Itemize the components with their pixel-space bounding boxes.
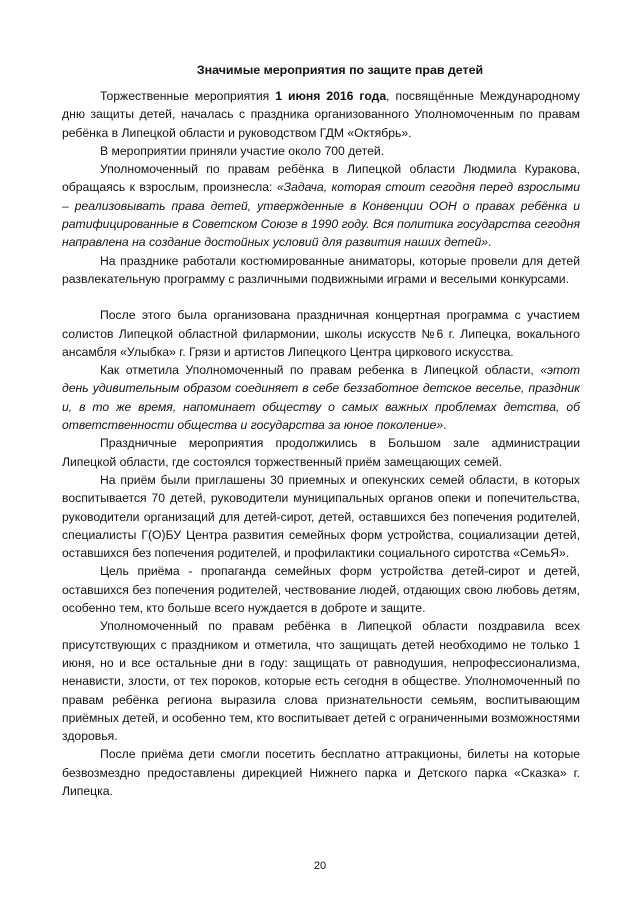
paragraph-2: В мероприятии приняли участие около 700 детей. [100, 143, 385, 158]
paragraph-5: После этого была организована праздничная концертная программа с участием солистов Липецкой областной филармонии, школы искусств №6 г. Липецка, вокального ансамбля «Улыбка» г. Грязи и артистов Липецкого Центра циркового искусства. [62, 308, 580, 359]
paragraph-6 [62, 361, 580, 434]
paragraph-1 [62, 87, 580, 142]
paragraph-11: После приёма дети смогли посетить бесплатно аттракционы, билеты на которые безвозмездно предоставлены дирекцией Нижнего парка и Детского парка «Сказка» г. Липецка. [62, 747, 580, 798]
paragraph-9: Цель приёма - пропаганда семейных форм устройства детей-сирот и детей, оставшихся без попечения родителей, чествование людей, отдающих свою любовь детям, особенно тем, кто больше всего нуждается в доброте и защите. [62, 564, 580, 616]
paragraph-7: Праздничные мероприятия продолжились в Большом зале администрации Липецкой области, где состоялся торжественный приём замещающих семей. [62, 436, 580, 469]
text: . [443, 418, 447, 433]
paragraph-10: Уполномоченный по правам ребёнка в Липецкой области поздравила всех присутствующих с праздником и отметила, что защищать детей необходимо не только 1 июня, но и все остальные дни в году: защищать от равнодушия, непрофессионализма, ненависти, злости, от тех пороков, которые есть сегодня в обществе. Уполномоченный по правам ребёнка региона выразила слова признательности семьям, воспитывающим приёмных детей, и особенно тем, кто воспитывает детей с ограниченными возможностями здоровья. [62, 619, 580, 744]
date-highlight: 1 июня 2016 года [275, 89, 387, 103]
text: . [488, 235, 492, 250]
page-title: Значимые мероприятия по защите прав детей [196, 63, 484, 77]
paragraph-8: На приём были приглашены 30 приемных и опекунских семей области, в которых воспитывается 70 детей, руководители муниципальных органов опеки и попечительства, руководители организаций для детей-сирот, детей, оставшихся без попечения родителей, специалисты Г(О)БУ Центра развития семейных форм устройства, социализации детей, оставшихся без попечения родителей, и профилактики социального сиротства «СемьЯ». [62, 472, 580, 561]
quote: «этот день удивительным образом соединяет в себе беззаботное детское веселье, праздник и, в то же время, напоминает обществу о самых важных проблемах детства, об ответственности общества и государства за юное поколение» [62, 363, 580, 433]
paragraph-4: На празднике работали костюмированные аниматоры, которые провели для детей развлекательную программу с различными подвижными играми и веселыми конкурсами. [62, 253, 580, 286]
text: Уполномоченный по правам ребёнка в Липецкой области Людмила Куракова, обращаясь к взрослым, произнесла: [62, 162, 580, 195]
text: Торжественные мероприятия [100, 89, 276, 103]
article-body [62, 87, 580, 800]
page-number: 20 [313, 860, 327, 872]
text: Как отметила Уполномоченный по правам ребенка в Липецкой области, [100, 363, 541, 378]
text: , посвящённые Международному дню защиты детей, началась с праздника организованного Уполномоченным по правам ребёнка в Липецкой области и руководством ГДМ «Октябрь». [62, 89, 581, 140]
quote: «Задача, которая стоит сегодня перед взрослыми – реализовывать права детей, утвержденные в Конвенции ООН о правах ребёнка и ратифицированные в Советском Союзе в 1990 году. Вся политика государства сегодня направлена на создание достойных условий для развития наших детей» [62, 180, 580, 250]
paragraph-3 [62, 160, 580, 251]
